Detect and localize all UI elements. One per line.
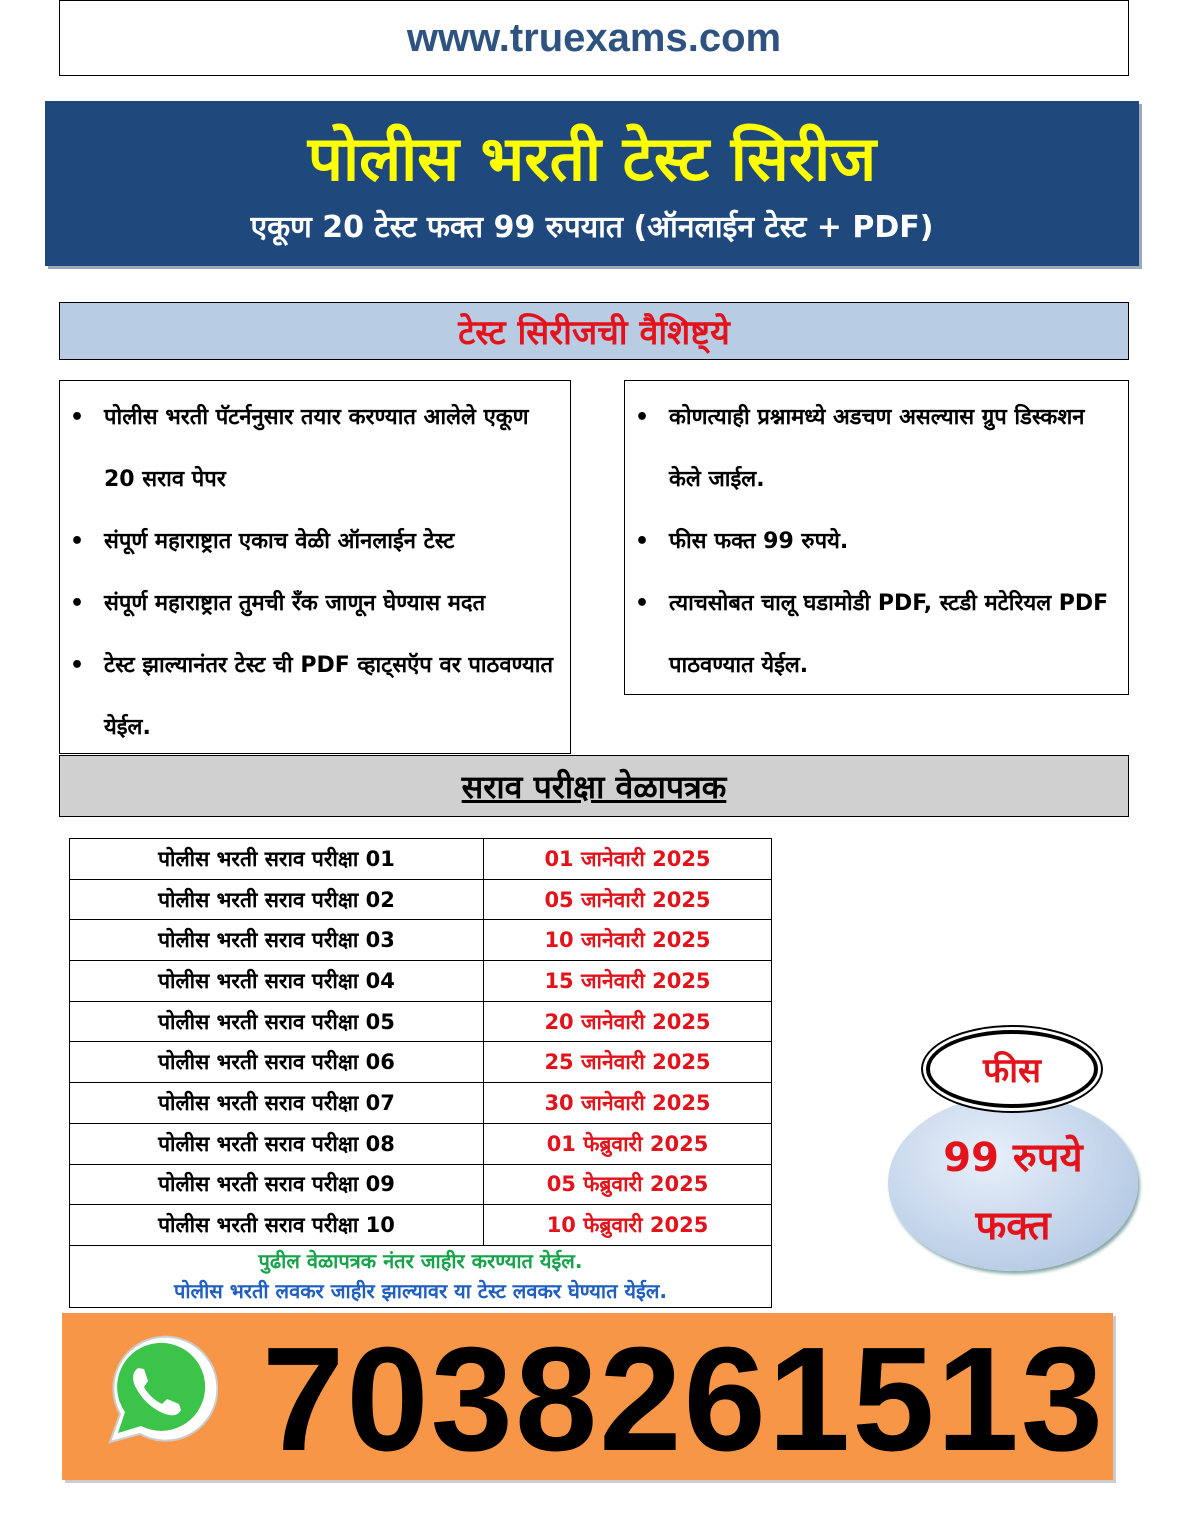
table-row — [70, 1001, 772, 1042]
table-row — [70, 879, 772, 920]
exam-date: 15 जानेवारी 2025 — [484, 961, 772, 1002]
features-left-box — [59, 380, 571, 754]
exam-name: पोलीस भरती सराव परीक्षा 05 — [70, 1001, 484, 1042]
banner-title: पोलीस भरती टेस्ट सिरीज — [307, 122, 877, 195]
table-row — [70, 839, 772, 880]
table-row — [70, 1164, 772, 1205]
exam-date: 01 जानेवारी 2025 — [484, 839, 772, 880]
table-row — [70, 1205, 772, 1246]
feature-item: • टेस्ट झाल्यानंतर टेस्ट ची PDF व्हाट्सऍप वर पाठवण्यात येईल. — [70, 635, 560, 759]
phone-number: 7038261513 — [262, 1317, 1106, 1482]
exam-name: पोलीस भरती सराव परीक्षा 04 — [70, 961, 484, 1002]
exam-date: 20 जानेवारी 2025 — [484, 1001, 772, 1042]
exam-date: 25 जानेवारी 2025 — [484, 1042, 772, 1083]
website-header: www.truexams.com — [59, 0, 1129, 76]
table-row — [70, 920, 772, 961]
table-row — [70, 1083, 772, 1124]
exam-name: पोलीस भरती सराव परीक्षा 03 — [70, 920, 484, 961]
features-heading: टेस्ट सिरीजची वैशिष्ट्ये — [59, 302, 1129, 360]
schedule-note: पुढील वेळापत्रक नंतर जाहीर करण्यात येईल. — [258, 1249, 583, 1274]
table-row — [70, 1042, 772, 1083]
feature-item: • कोणत्याही प्रश्नामध्ये अडचण असल्यास ग्रुप डिस्कशन केले जाईल. — [635, 387, 1118, 511]
table-footer — [70, 1245, 772, 1307]
feature-item: • फीस फक्त 99 रुपये. — [635, 511, 1118, 573]
schedule-table — [69, 838, 772, 1308]
exam-name: पोलीस भरती सराव परीक्षा 09 — [70, 1164, 484, 1205]
fee-suffix: फक्त — [975, 1203, 1051, 1249]
table-row — [70, 1123, 772, 1164]
exam-date: 05 जानेवारी 2025 — [484, 879, 772, 920]
features-right-box — [624, 380, 1129, 695]
whatsapp-icon — [88, 1330, 218, 1450]
exam-date: 05 फेब्रुवारी 2025 — [484, 1164, 772, 1205]
feature-item: • पोलीस भरती पॅटर्ननुसार तयार करण्यात आलेले एकूण 20 सराव पेपर — [70, 387, 560, 511]
feature-item: • त्याचसोबत चालू घडामोडी PDF, स्टडी मटेरियल PDF पाठवण्यात येईल. — [635, 573, 1118, 697]
schedule-note: पोलीस भरती लवकर जाहीर झाल्यावर या टेस्ट लवकर घेण्यात येईल. — [173, 1279, 668, 1304]
schedule-heading: सराव परीक्षा वेळापत्रक — [59, 755, 1129, 817]
exam-date: 01 फेब्रुवारी 2025 — [484, 1123, 772, 1164]
exam-name: पोलीस भरती सराव परीक्षा 07 — [70, 1083, 484, 1124]
exam-date: 30 जानेवारी 2025 — [484, 1083, 772, 1124]
table-row — [70, 961, 772, 1002]
feature-item: • संपूर्ण महाराष्ट्रात एकाच वेळी ऑनलाईन टेस्ट — [70, 511, 560, 573]
exam-name: पोलीस भरती सराव परीक्षा 01 — [70, 839, 484, 880]
exam-name: पोलीस भरती सराव परीक्षा 10 — [70, 1205, 484, 1246]
exam-name: पोलीस भरती सराव परीक्षा 06 — [70, 1042, 484, 1083]
title-banner — [45, 101, 1139, 266]
banner-subtitle: एकूण 20 टेस्ट फक्त 99 रुपयात (ऑनलाईन टेस्ट + PDF) — [250, 210, 934, 245]
exam-name: पोलीस भरती सराव परीक्षा 08 — [70, 1123, 484, 1164]
feature-item: • संपूर्ण महाराष्ट्रात तुमची रँक जाणून घेण्यास मदत — [70, 573, 560, 635]
exam-date: 10 फेब्रुवारी 2025 — [484, 1205, 772, 1246]
exam-name: पोलीस भरती सराव परीक्षा 02 — [70, 879, 484, 920]
fee-amount: 99 रुपये — [943, 1135, 1083, 1181]
exam-date: 10 जानेवारी 2025 — [484, 920, 772, 961]
fee-label: फीस — [926, 1030, 1098, 1108]
